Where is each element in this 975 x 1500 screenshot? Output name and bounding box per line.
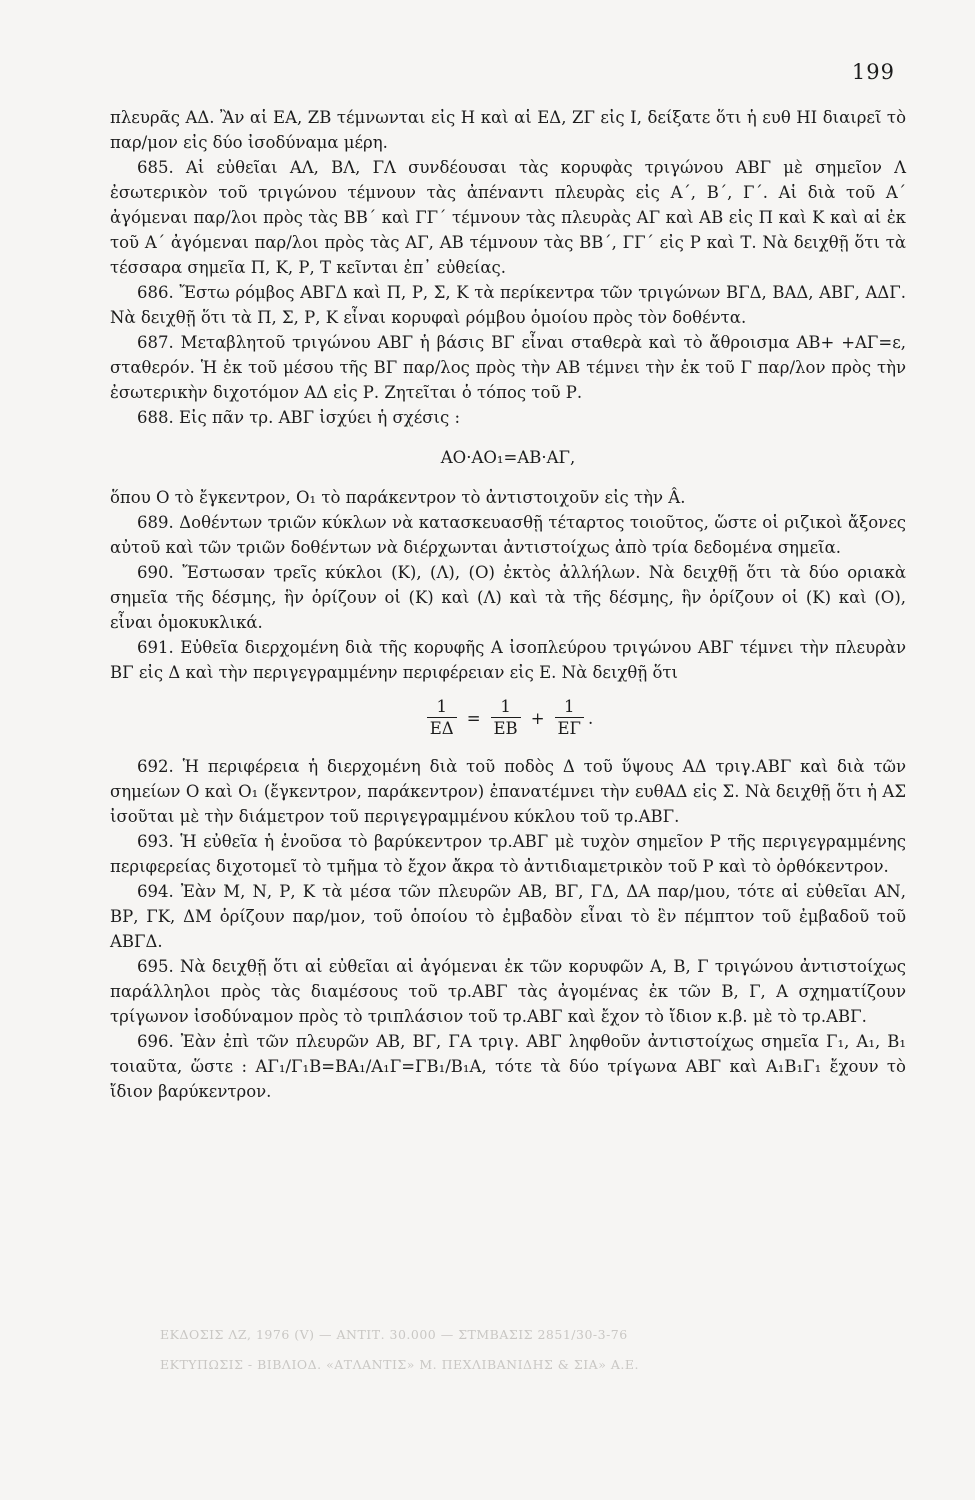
problem-686: 686. Ἔστω ρόμβος ΑΒΓΔ καὶ Π, Ρ, Σ, Κ τὰ περίκεντρα τῶν τριγώνων ΒΓΔ, ΒΑΔ, ΑΒΓ, ΑΔΓ. Νὰ δειχθῇ ὅτι τὰ Π, Σ, Ρ, Κ εἶναι κορυφαὶ ρόμβου ὁμοίου πρὸς τὸν δοθέντα. [110,283,906,327]
fraction-denominator: ΕΔ [427,717,457,740]
problem-689: 689. Δοθέντων τριῶν κύκλων νὰ κατασκευασθῇ τέταρτος τοιοῦτος, ὥστε οἱ ριζικοὶ ἄξονες αὐτοῦ καὶ τῶν τριῶν δοθέντων νὰ διέρχωνται ἀντιστοίχως ἀπὸ τρία δεδομένα σημεῖα. [110,513,906,557]
problem-695: 695. Νὰ δειχθῇ ὅτι αἱ εὐθεῖαι αἱ ἀγόμεναι ἐκ τῶν κορυφῶν Α, Β, Γ τριγώνου ἀντιστοίχως παράλληλοι πρὸς τὰς διαμέσους τοῦ τρ.ΑΒΓ τὰς ἀγομένας ἐκ τῶν Β, Γ, Α σχηματίζουν τρίγωνον ἰσοδύναμον πρὸς τὸ τριπλάσιον τοῦ τρ.ΑΒΓ καὶ ἔχον τὸ ἴδιον κ.β. μὲ τὸ τρ.ΑΒΓ. [110,957,906,1026]
fraction-numerator: 1 [436,697,447,716]
paragraph: ὅπου Ο τὸ ἔγκεντρον, Ο₁ τὸ παράκεντρον τὸ ἀντιστοιχοῦν εἰς τὴν Â. [110,488,686,507]
period: . [588,709,594,728]
main-text [110,105,906,1104]
footer-edition-line: ΕΚΔΟΣΙΣ ΛΖ, 1976 (V) — ΑΝΤΙΤ. 30.000 — ΣΤΜΒΑΣΙΣ 2851/30-3-76 [160,1327,628,1342]
fraction-numerator: 1 [500,697,511,716]
equals-sign: = [466,709,481,728]
problem-687: 687. Μεταβλητοῦ τριγώνου ΑΒΓ ἡ βάσις ΒΓ εἶναι σταθερὰ καὶ τὸ ἄθροισμα ΑΒ+ +ΑΓ=ε, σταθερόν. Ἡ ἐκ τοῦ μέσου τῆς ΒΓ παρ/λος πρὸς τὴν ΑΒ τέμνει τὴν ἐκ τοῦ Γ παρ/λον πρὸς τὴν ἐσωτερικὴν διχοτόμον ΑΔ εἰς Ρ. Ζητεῖται ὁ τόπος τοῦ Ρ. [110,333,906,402]
problem-685: 685. Αἱ εὐθεῖαι ΑΛ, ΒΛ, ΓΛ συνδέουσαι τὰς κορυφὰς τριγώνου ΑΒΓ μὲ σημεῖον Λ ἐσωτερικὸν τοῦ τριγώνου τέμνουν τὰς ἀπέναντι πλευρὰς εἰς Α΄, Β΄, Γ΄. Αἱ διὰ τοῦ Α΄ ἀγόμεναι παρ/λοι πρὸς τὰς ΒΒ΄ καὶ ΓΓ΄ τέμνουν τὰς πλευρὰς ΑΓ καὶ ΑΒ εἰς Π καὶ Κ καὶ αἱ ἐκ τοῦ Α΄ ἀγόμεναι παρ/λοι πρὸς τὰς ΑΓ, ΑΒ τέμνουν τὰς ΒΒ΄, ΓΓ΄ εἰς Ρ καὶ Τ. Νὰ δειχθῇ ὅτι τὰ τέσσαρα σημεῖα Π, Κ, Ρ, Τ κεῖνται ἐπ᾿ εὐθείας. [110,158,906,277]
problem-688: 688. Εἰς πᾶν τρ. ΑΒΓ ἰσχύει ἡ σχέσις : [137,408,461,427]
plus-sign: + [530,709,545,728]
fraction-formula-691 [110,697,906,740]
problem-694: 694. Ἐὰν Μ, Ν, Ρ, Κ τὰ μέσα τῶν πλευρῶν ΑΒ, ΒΓ, ΓΔ, ΔΑ παρ/μου, τότε αἱ εὐθεῖαι ΑΝ, ΒΡ, ΓΚ, ΔΜ ὁρίζουν παρ/μον, τοῦ ὁποίου τὸ ἐμβαδὸν εἶναι τὸ ἓν πέμπτον τοῦ ἐμβαδοῦ τοῦ ΑΒΓΔ. [110,882,906,951]
fraction-r2 [555,697,585,740]
problem-696: 696. Ἐὰν ἐπὶ τῶν πλευρῶν ΑΒ, ΒΓ, ΓΑ τριγ. ΑΒΓ ληφθοῦν ἀντιστοίχως σημεῖα Γ₁, Α₁, Β₁ τοιαῦτα, ὥστε : ΑΓ₁/Γ₁Β=ΒΑ₁/Α₁Γ=ΓΒ₁/Β₁Α, τότε τὰ δύο τρίγωνα ΑΒΓ καὶ Α₁Β₁Γ₁ ἔχουν τὸ ἴδιον βαρύκεντρον. [110,1032,906,1101]
formula-688: ΑΟ·ΑΟ₁=ΑΒ·ΑΓ, [440,448,576,467]
problem-693: 693. Ἡ εὐθεῖα ἡ ἑνοῦσα τὸ βαρύκεντρον τρ.ΑΒΓ μὲ τυχὸν σημεῖον Ρ τῆς περιγεγραμμένης περιφερείας διχοτομεῖ τὸ τμῆμα τὸ ἔχον ἄκρα τὸ ἀντιδιαμετρικὸν τοῦ Ρ καὶ τὸ ὀρθόκεντρον. [110,832,906,876]
problem-690: 690. Ἔστωσαν τρεῖς κύκλοι (Κ), (Λ), (Ο) ἐκτὸς ἀλλήλων. Νὰ δειχθῇ ὅτι τὰ δύο οριακὰ σημεῖα τῆς δέσμης, ἣν ὁρίζουν οἱ (Κ) καὶ (Λ) καὶ τὰ τῆς δέσμης, ἣν ὁρίζουν οἱ (Κ) καὶ (Ο), εἶναι ὁμοκυκλικά. [110,563,906,632]
fraction-numerator: 1 [564,697,575,716]
paragraph: πλευρᾶς ΑΔ. Ἂν αἱ ΕΑ, ΖΒ τέμνωνται εἰς Η καὶ αἱ ΕΔ, ΖΓ εἰς Ι, δείξατε ὅτι ἡ ευθ ΗΙ διαιρεῖ τὸ παρ/μον εἰς δύο ἰσοδύναμα μέρη. [110,108,906,152]
fraction-denominator: ΕΓ [555,717,585,740]
fraction-r1 [491,697,521,740]
fraction-denominator: ΕΒ [491,717,521,740]
fraction-lhs [427,697,457,740]
page-number: 199 [851,60,895,84]
problem-692: 692. Ἡ περιφέρεια ἡ διερχομένη διὰ τοῦ ποδὸς Δ τοῦ ὕψους ΑΔ τριγ.ΑΒΓ καὶ διὰ τῶν σημείων Ο καὶ Ο₁ (ἔγκεντρον, παράκεντρον) ἐπανατέμνει τὴν ευθΑΔ εἰς Σ. Νὰ δειχθῇ ὅτι ἡ ΑΣ ἰσοῦται μὲ τὴν διάμετρον τοῦ περιγεγραμμένου κύκλου τοῦ τρ.ΑΒΓ. [110,757,906,826]
footer-printer-line: ΕΚΤΥΠΩΣΙΣ - ΒΙΒΛΙΟΔ. «ΑΤΛΑΝΤΙΣ» Μ. ΠΕΧΛΙΒΑΝΙΔΗΣ & ΣΙΑ» Α.Ε. [160,1357,639,1372]
problem-691: 691. Εὐθεῖα διερχομένη διὰ τῆς κορυφῆς Α ἰσοπλεύρου τριγώνου ΑΒΓ τέμνει τὴν πλευρὰν ΒΓ εἰς Δ καὶ τὴν περιγεγραμμένην περιφέρειαν εἰς Ε. Νὰ δειχθῇ ὅτι [110,638,906,682]
